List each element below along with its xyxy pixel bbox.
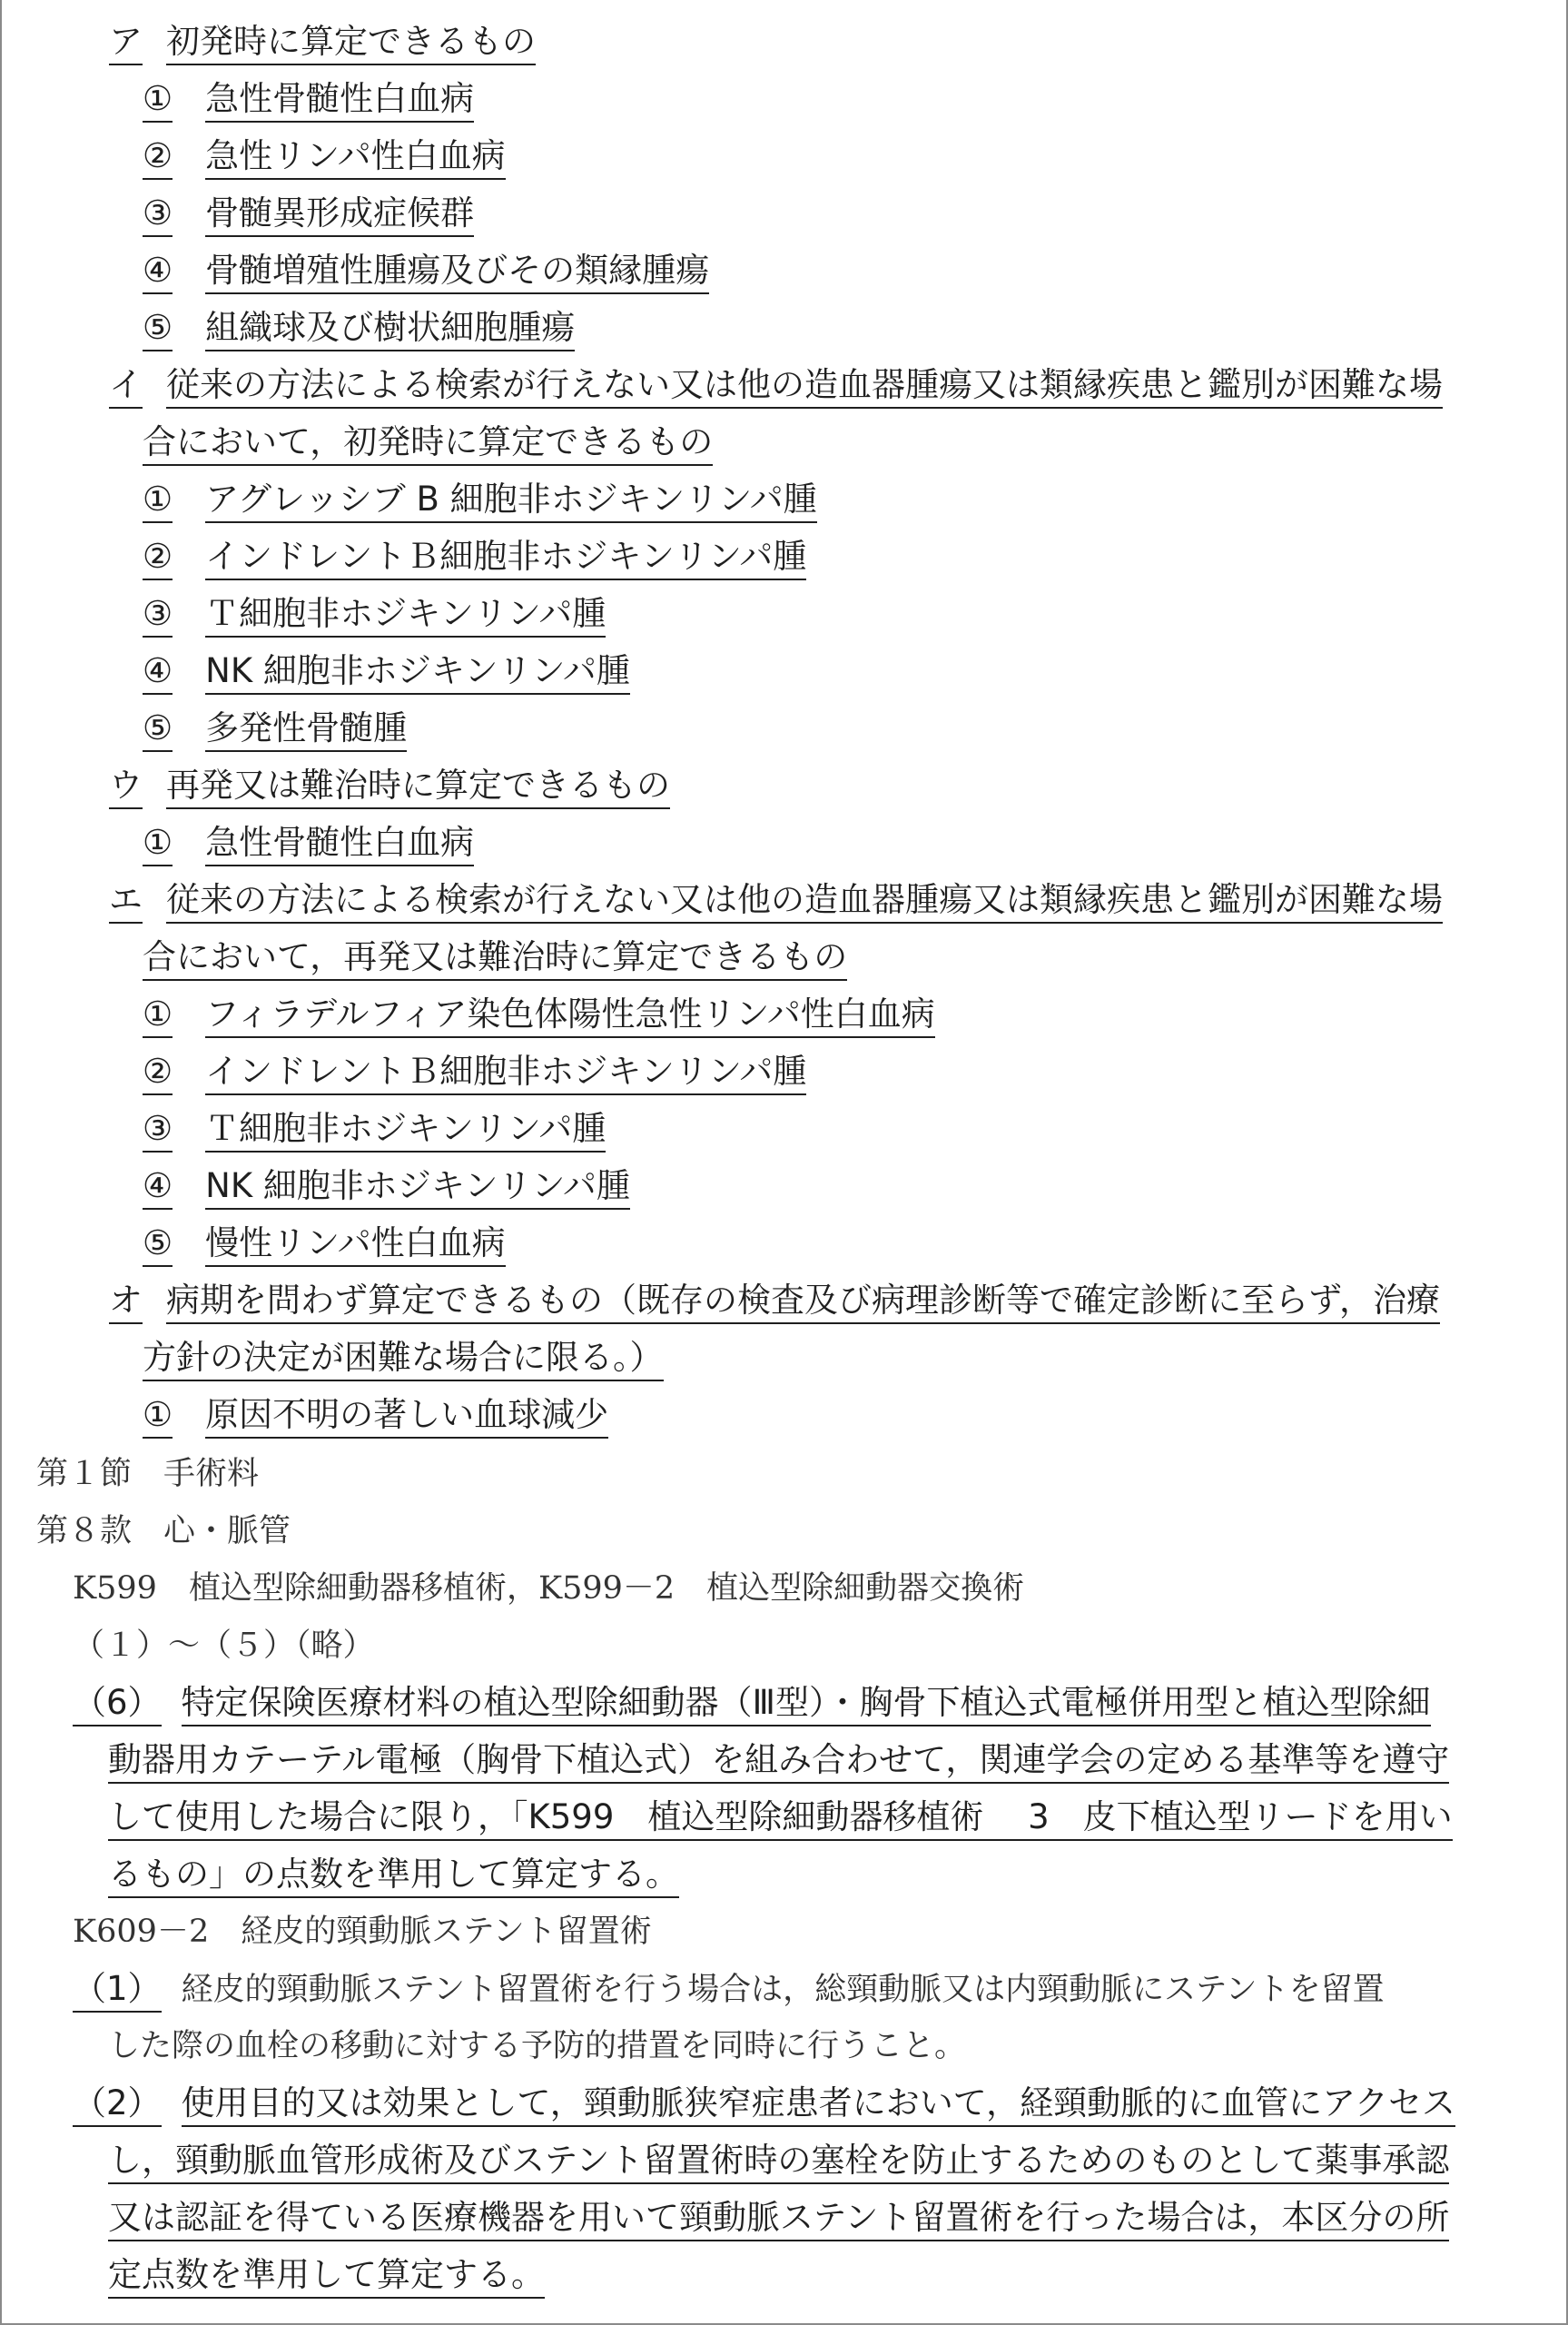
- category-label: イ: [109, 363, 143, 409]
- k599-paragraph-6-line: 動器用カテーテル電極（胸骨下植込式）を組み合わせて，関連学会の定める基準等を遵守: [108, 1736, 1449, 1786]
- category-label: ウ: [109, 764, 143, 809]
- category-i-heading: [109, 361, 1443, 411]
- k599-paragraph-6-line: して使用した場合に限り，「K599 植込型除細動器移植術 3 皮下植込型リードを用い: [108, 1794, 1453, 1843]
- list-item: ④ 骨髄増殖性腫瘍及びその類縁腫瘍: [143, 247, 709, 296]
- list-item: ② インドレントＢ細胞非ホジキンリンパ腫: [143, 1048, 806, 1097]
- section-heading-kan: 第８款 心・脈管: [36, 1513, 291, 1549]
- category-u-heading: [109, 762, 670, 811]
- category-title: 初発時に算定できるもの: [166, 20, 536, 65]
- category-o-heading-cont: 方針の決定が困難な場合に限る。）: [143, 1334, 664, 1383]
- list-item: ① 急性骨髄性白血病: [143, 75, 474, 124]
- list-item: ⑤ 組織球及び樹状細胞腫瘍: [143, 304, 575, 353]
- category-title: 病期を問わず算定できるもの（既存の検査及び病理診断等で確定診断に至らず，治療: [166, 1279, 1440, 1324]
- category-label: オ: [109, 1279, 143, 1324]
- list-item: ① アグレッシブ B 細胞非ホジキンリンパ腫: [143, 476, 817, 525]
- category-i-heading-cont: 合において，初発時に算定できるもの: [143, 419, 713, 468]
- list-item: ⑤ 多発性骨髄腫: [143, 705, 407, 754]
- k609-paragraph-2: （2） 使用目的又は効果として，頸動脈狭窄症患者において，経頸動脈的に血管にアクセス: [73, 2080, 1455, 2129]
- k609-paragraph-1-line: した際の血栓の移動に対する予防的措置を同時に行うこと。: [108, 2028, 967, 2064]
- k599-omitted: （１）～（５）（略）: [73, 1628, 375, 1664]
- k599-paragraph-6-line: るもの」の点数を準用して算定する。: [108, 1851, 679, 1900]
- list-item: ① フィラデルフィア染色体陽性急性リンパ性白血病: [143, 991, 935, 1040]
- category-e-heading-cont: 合において，再発又は難治時に算定できるもの: [143, 934, 847, 983]
- k609-paragraph-2-line: 定点数を準用して算定する。: [108, 2251, 545, 2300]
- list-item: ① 原因不明の著しい血球減少: [143, 1391, 608, 1440]
- list-item: ③ 骨髄異形成症候群: [143, 190, 474, 239]
- paragraph-number: （1）: [73, 1967, 162, 2013]
- k609-paragraph-2-line: 又は認証を得ている医療機器を用いて頸動脈ステント留置術を行った場合は，本区分の所: [108, 2194, 1449, 2243]
- category-e-heading: [109, 876, 1443, 925]
- category-label: ア: [109, 20, 143, 65]
- category-title: 再発又は難治時に算定できるもの: [166, 764, 670, 809]
- paragraph-number: （2）: [73, 2082, 162, 2127]
- section-heading-setsu: 第１節 手術料: [36, 1456, 260, 1492]
- list-item: ② 急性リンパ性白血病: [143, 133, 506, 182]
- category-title: 従来の方法による検索が行えない又は他の造血器腫瘍又は類縁疾患と鑑別が困難な場: [166, 363, 1443, 409]
- category-o-heading: [109, 1277, 1440, 1326]
- k609-paragraph-2-line: し，頸動脈血管形成術及びステント留置術時の塞栓を防止するためのものとして薬事承認: [108, 2137, 1449, 2186]
- k609-paragraph-1: （1） 経皮的頸動脈ステント留置術を行う場合は，総頸動脈又は内頸動脈にステントを留置: [73, 1965, 1385, 2014]
- k609-heading: K609－2 経皮的頸動脈ステント留置術: [73, 1914, 652, 1950]
- list-item: ④ NK 細胞非ホジキンリンパ腫: [143, 648, 630, 697]
- k599-paragraph-6: （6） 特定保険医療材料の植込型除細動器（Ⅲ型）・胸骨下植込式電極併用型と植込型除細: [73, 1679, 1431, 1728]
- k599-heading: K599 植込型除細動器移植術，K599－2 植込型除細動器交換術: [73, 1570, 1025, 1607]
- list-item: ③ Ｔ細胞非ホジキンリンパ腫: [143, 590, 606, 639]
- list-item: ④ NK 細胞非ホジキンリンパ腫: [143, 1162, 630, 1212]
- category-a-heading: [109, 18, 536, 67]
- list-item: ⑤ 慢性リンパ性白血病: [143, 1220, 506, 1269]
- category-label: エ: [109, 878, 143, 924]
- category-title: 従来の方法による検索が行えない又は他の造血器腫瘍又は類縁疾患と鑑別が困難な場: [166, 878, 1443, 924]
- list-item: ② インドレントＢ細胞非ホジキンリンパ腫: [143, 533, 806, 582]
- list-item: ① 急性骨髄性白血病: [143, 819, 474, 868]
- list-item: ③ Ｔ細胞非ホジキンリンパ腫: [143, 1105, 606, 1154]
- paragraph-number: （6）: [73, 1681, 162, 1726]
